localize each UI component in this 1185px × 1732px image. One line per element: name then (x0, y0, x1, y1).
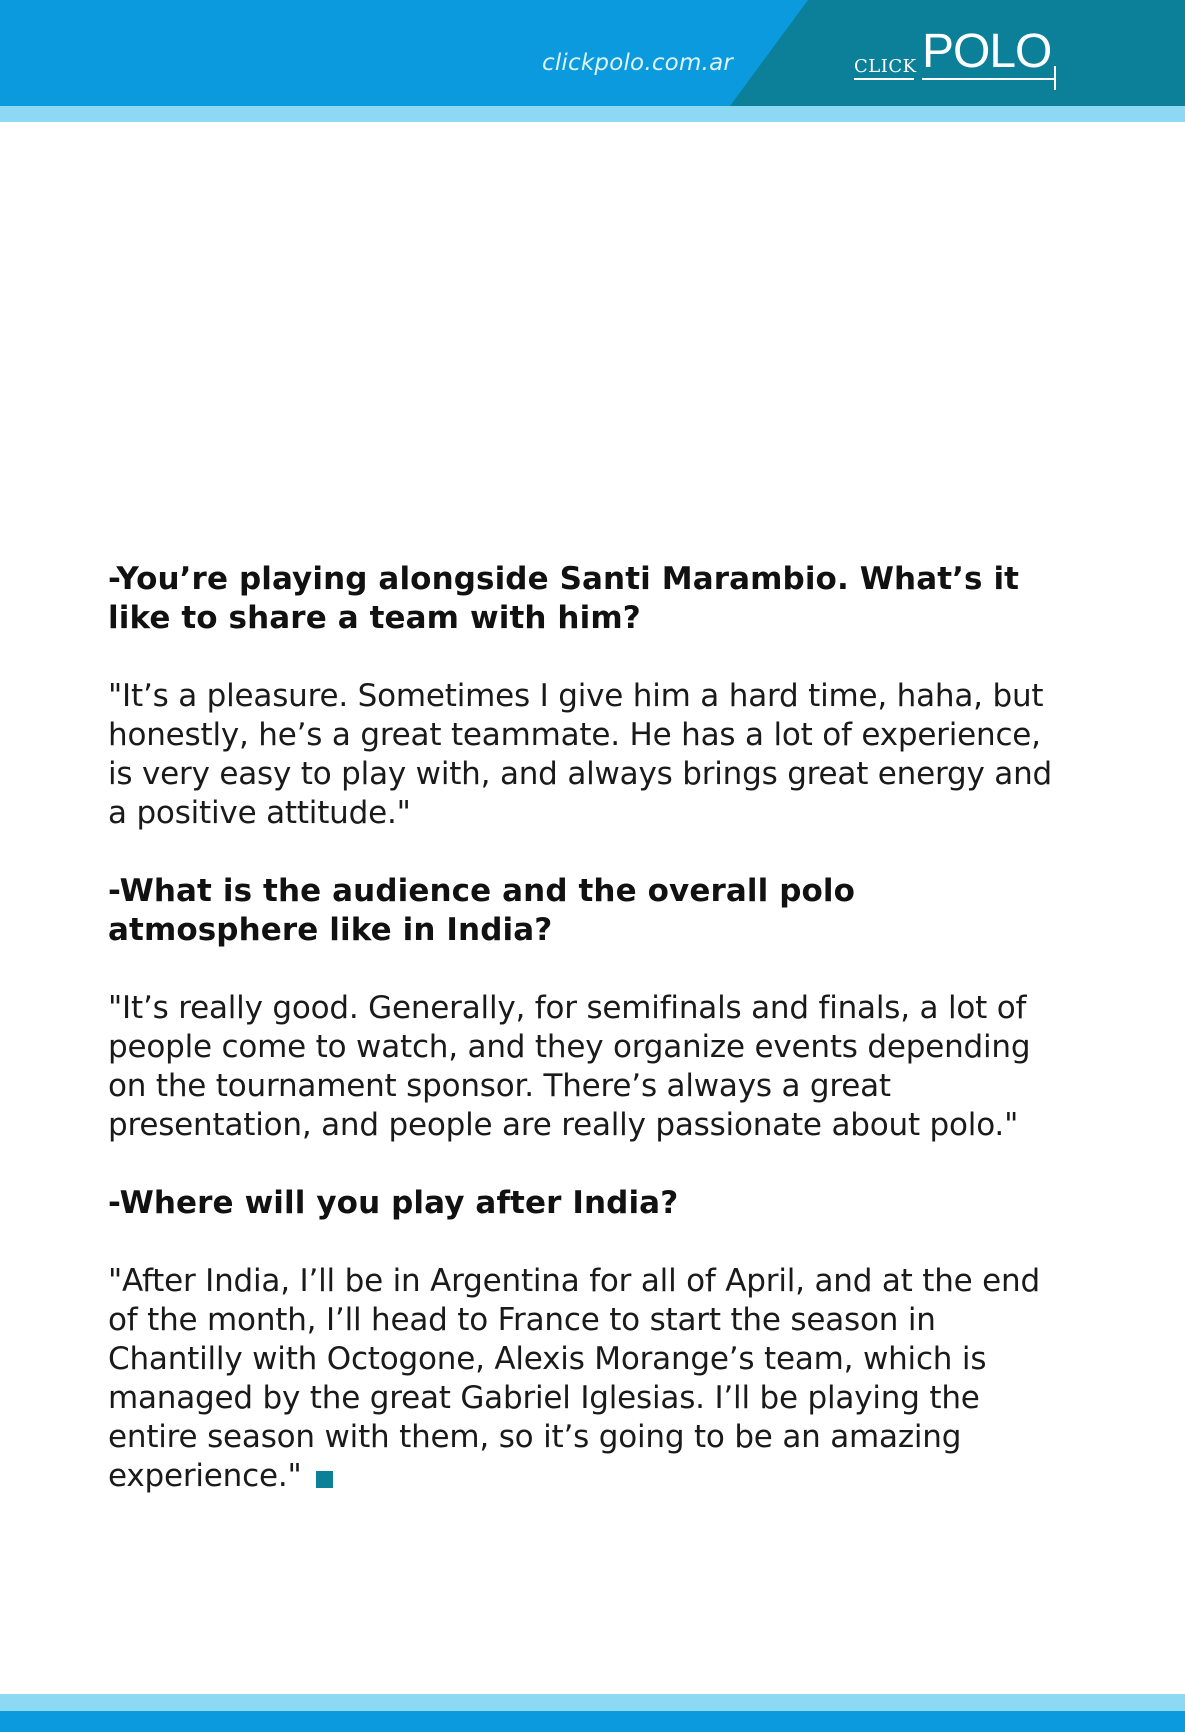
end-of-article-square-icon (316, 1471, 333, 1488)
logo-polo-underline (922, 78, 1056, 80)
page-footer (0, 1711, 1185, 1732)
logo-click-text: CLICK (854, 56, 917, 77)
interview-question: -You’re playing alongside Santi Marambio. What’s it like to share a team with him? (108, 561, 1020, 636)
interview-answer-text: "After India, I’ll be in Argentina for all of April, and at the end of the month, I’ll head to France to start the season in Chantilly with Octogone, Alexis Morange’s team, which is managed by the great Gabriel Iglesias. I’ll be playing the entire season with them, so it’s going to be an amazing experience." (108, 1263, 1040, 1494)
logo-underline (854, 78, 914, 80)
interview-question: -Where will you play after India? (108, 1185, 679, 1221)
site-url-link[interactable]: clickpolo.com.ar (542, 50, 734, 76)
interview-answer: "It’s really good. Generally, for semifinals and finals, a lot of people come to watch, and they organize events depending on the tournament sponsor. There’s always a great presentation, and people are really passionate about polo." (108, 990, 1031, 1143)
interview-article (108, 560, 1068, 1535)
clickpolo-logo[interactable] (854, 25, 1064, 92)
logo-polo-text: POLO (922, 25, 1052, 78)
footer-accent-band (0, 1694, 1185, 1711)
interview-question: -What is the audience and the overall polo atmosphere like in India? (108, 873, 856, 948)
header-accent-band (0, 106, 1185, 122)
polo-mallet-icon (1054, 66, 1056, 90)
interview-answer-final (108, 1262, 1068, 1496)
interview-answer: "It’s a pleasure. Sometimes I give him a hard time, haha, but honestly, he’s a great teammate. He has a lot of experience, is very easy to play with, and always brings great energy and a positive attitude." (108, 678, 1053, 831)
